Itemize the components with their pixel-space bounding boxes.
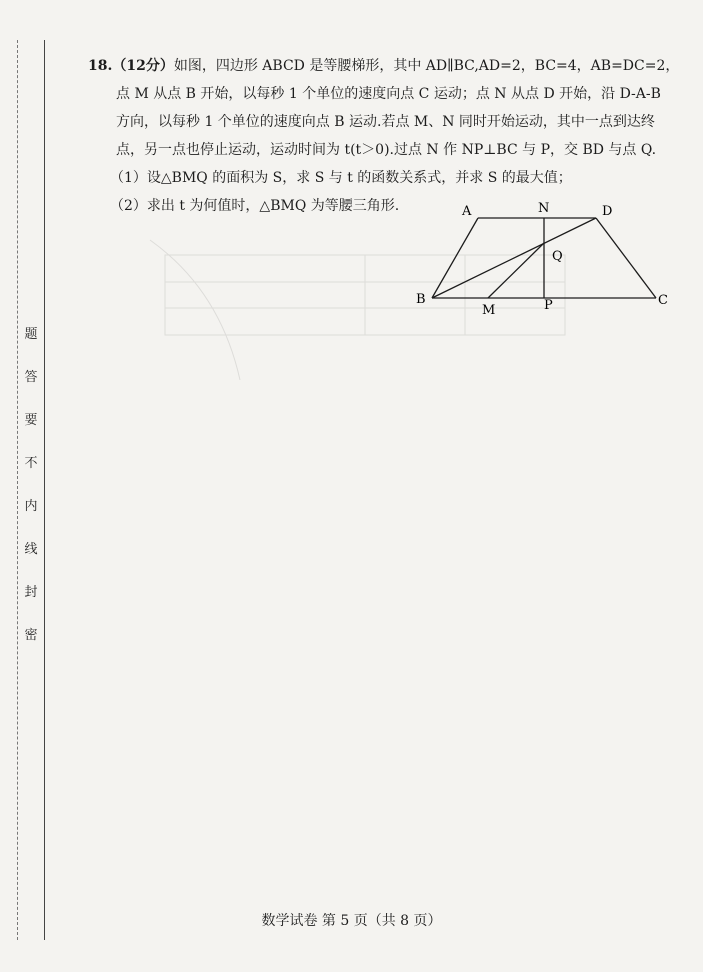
question-stem-text: 如图，四边形 ABCD 是等腰梯形，其中 AD∥BC,AD=2，BC=4，AB=DC=2，: [173, 58, 680, 74]
question-number: 18.: [88, 58, 113, 74]
margin-solid-rule: [44, 40, 45, 940]
question-18: [88, 52, 688, 220]
seal-char: 封: [24, 585, 38, 600]
question-stem-line: 方向，以每秒 1 个单位的速度向点 B 运动.若点 M、N 同时开始运动，其中一点到达终: [116, 114, 655, 130]
seal-char: 答: [24, 370, 38, 385]
page-footer: 数学试卷 第 5 页（共 8 页）: [261, 913, 442, 929]
question-part-2: （2）求出 t 为何值时，△BMQ 为等腰三角形.: [110, 198, 400, 214]
point-label-A: A: [462, 204, 472, 219]
point-label-B: B: [416, 292, 426, 307]
segment-BD: [432, 218, 596, 298]
point-label-C: C: [658, 293, 668, 308]
seal-char: 线: [24, 542, 38, 557]
segment-AB: [432, 218, 478, 298]
segment-DC: [596, 218, 656, 298]
point-label-D: D: [602, 204, 613, 219]
seal-char: 要: [24, 413, 38, 428]
point-label-Q: Q: [552, 249, 563, 264]
question-stem-line: [88, 52, 688, 80]
margin-dashed-rule: [17, 40, 18, 940]
trapezoid-figure: [414, 200, 674, 320]
point-label-N: N: [538, 201, 550, 216]
seal-char: 内: [24, 499, 38, 514]
seal-char: 密: [24, 628, 38, 643]
question-stem-line: 点 M 从点 B 开始，以每秒 1 个单位的速度向点 C 运动；点 N 从点 D 开始，沿 D-A-B: [116, 86, 661, 102]
segment-MQ: [488, 243, 544, 298]
question-part-1: （1）设△BMQ 的面积为 S，求 S 与 t 的函数关系式，并求 S 的最大值；: [110, 170, 572, 186]
point-label-P: P: [544, 298, 553, 313]
seal-line-notice: [22, 323, 40, 667]
question-points: （12分）: [112, 58, 174, 74]
question-stem-line: 点，另一点也停止运动，运动时间为 t(t＞0).过点 N 作 NP⊥BC 与 P，交 BD 与点 Q.: [116, 142, 657, 158]
seal-char: 题: [24, 327, 38, 342]
seal-char: 不: [24, 456, 38, 471]
point-label-M: M: [482, 303, 496, 318]
